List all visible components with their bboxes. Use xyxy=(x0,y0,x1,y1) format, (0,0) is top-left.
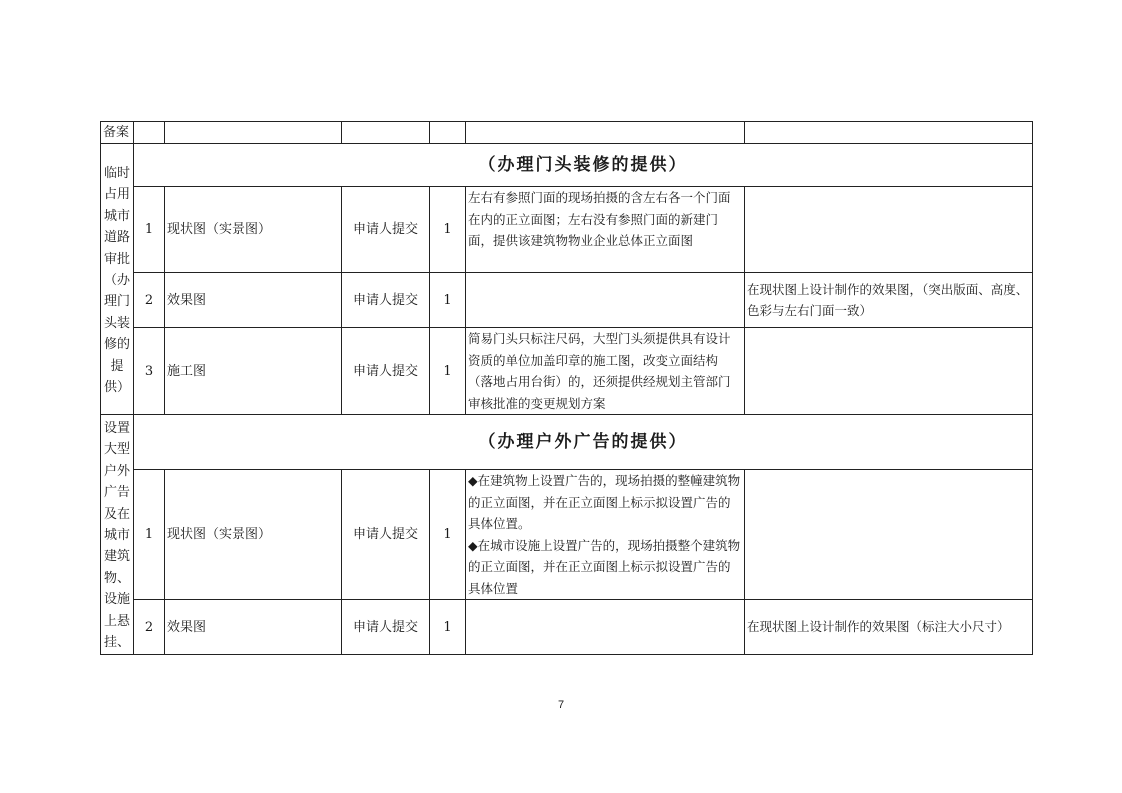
material-description xyxy=(466,600,745,655)
category-label: 设置大型户外广告及在城市建筑物、设施上悬挂、 xyxy=(103,421,130,651)
material-copies: 1 xyxy=(430,470,466,600)
material-source: 申请人提交 xyxy=(342,470,430,600)
material-source: 申请人提交 xyxy=(342,187,430,273)
material-copies: 1 xyxy=(430,600,466,655)
material-copies: 1 xyxy=(430,328,466,415)
material-name: 现状图（实景图） xyxy=(165,187,342,273)
row-number: 2 xyxy=(134,273,165,328)
material-source: 申请人提交 xyxy=(342,328,430,415)
material-remark xyxy=(745,470,1033,600)
material-description xyxy=(466,273,745,328)
materials-table xyxy=(100,121,1033,655)
material-remark: 在现状图上设计制作的效果图，（突出版面、高度、色彩与左右门面一致） xyxy=(745,273,1033,328)
row-number: 1 xyxy=(134,470,165,600)
header-label: 备案 xyxy=(101,122,134,144)
material-name: 现状图（实景图） xyxy=(165,470,342,600)
material-source: 申请人提交 xyxy=(342,273,430,328)
section-row xyxy=(101,415,1033,470)
table-row xyxy=(101,470,1033,600)
material-name: 施工图 xyxy=(165,328,342,415)
category-cell xyxy=(101,144,134,415)
description-bullet: ◆在城市设施上设置广告的，现场拍摄整个建筑物的正立面图，并在正立面图上标示拟设置广告的具体位置 xyxy=(468,537,741,596)
page-number: 7 xyxy=(557,699,565,711)
material-description: 左右有参照门面的现场拍摄的含左右各一个门面在内的正立面图；左右没有参照门面的新建门面，提供该建筑物物业企业总体正立面图 xyxy=(466,187,745,273)
material-description xyxy=(466,470,745,600)
category-cell xyxy=(101,415,134,655)
material-name: 效果图 xyxy=(165,273,342,328)
table-row xyxy=(101,273,1033,328)
material-copies: 1 xyxy=(430,187,466,273)
section-row xyxy=(101,144,1033,187)
material-copies: 1 xyxy=(430,273,466,328)
section-title: （办理户外广告的提供） xyxy=(134,415,1033,470)
material-remark xyxy=(745,328,1033,415)
description-bullet: ◆在建筑物上设置广告的，现场拍摄的整幢建筑物的正立面图，并在正立面图上标示拟设置广告的具体位置。 xyxy=(468,473,741,531)
category-label: 临时占用城市道路审批（办理门头装修的提供） xyxy=(103,166,130,396)
material-remark xyxy=(745,187,1033,273)
table-row xyxy=(101,328,1033,415)
material-description: 简易门头只标注尺码，大型门头须提供具有设计资质的单位加盖印章的施工图，改变立面结构（落地占用台街）的，还须提供经规划主管部门审核批准的变更规划方案 xyxy=(466,328,745,415)
row-number: 3 xyxy=(134,328,165,415)
section-title: （办理门头装修的提供） xyxy=(134,144,1033,187)
table-row xyxy=(101,600,1033,655)
row-number: 2 xyxy=(134,600,165,655)
material-source: 申请人提交 xyxy=(342,600,430,655)
table-row xyxy=(101,122,1033,144)
material-name: 效果图 xyxy=(165,600,342,655)
table-row xyxy=(101,187,1033,273)
row-number: 1 xyxy=(134,187,165,273)
material-remark: 在现状图上设计制作的效果图（标注大小尺寸） xyxy=(745,600,1033,655)
